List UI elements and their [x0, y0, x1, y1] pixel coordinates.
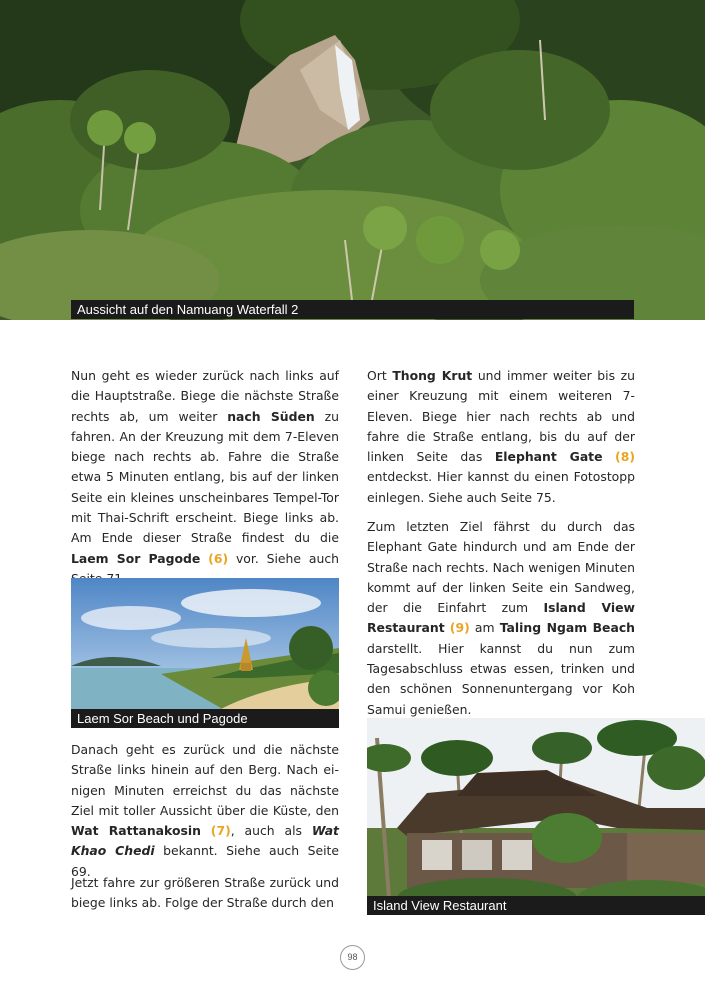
hero-photo-caption: Aussicht auf den Namuang Waterfall 2 — [71, 300, 634, 319]
text-run — [200, 551, 208, 566]
text-run: am — [469, 620, 500, 636]
text-run: und immer weiter bis zu einer Kreuzung mit einem weiteren 7-Eleven. Biege hier nach rechts ab und fahre die Straße entlang, bis du auf der linken Seite das — [367, 368, 635, 465]
waterfall-jungle-image — [0, 0, 705, 320]
bold-term: Thong Krut — [392, 368, 473, 383]
text-run: zu fahren. An der Kreuzung mit dem 7-Eleven biege nach rechts ab. Fahre die Straße etwa 5 Minuten entlang, bis auf der linken Seite ein kleines unscheinbares Tempel-Tor mit Thai-Schrift erscheint. Biege links ab. Am Ende dieser Straße findest du die — [71, 408, 339, 546]
bold-italic-term: Wat Khao Chedi — [71, 823, 339, 859]
paragraph-left-3 — [71, 873, 339, 914]
bold-term: Wat Rattanakosin — [71, 823, 201, 839]
text-run: vor. Siehe auch — [235, 550, 339, 566]
paragraph-right-2 — [367, 517, 635, 720]
text-run: Jetzt fahre zur größeren Straße zurück und biege links ab. Folge der Straße durch den — [71, 875, 339, 911]
hero-photo — [0, 0, 705, 320]
text-run: Nun geht es wieder zurück nach links auf die Hauptstraße. Biege die nächste Straße rechts ab, um weiter — [71, 368, 339, 424]
text-run: , auch als — [230, 823, 312, 839]
text-run: Ort — [367, 368, 393, 383]
text-run: bekannt. Siehe auch Seite 69. — [71, 843, 339, 879]
text-run: Zum letzten Ziel fährst du durch das Elephant Gate hindurch und am Ende der Straße nach rechts. Nach wenigen Minuten kommt auf der linken Seite ein Sandweg, der die Einfahrt zum — [367, 519, 635, 616]
beach-pagoda-image — [71, 578, 339, 728]
bold-term: Taling Ngam Beach — [499, 620, 635, 636]
text-run — [201, 823, 211, 838]
bold-term: Laem Sor Pagode — [71, 550, 201, 566]
restaurant-image — [367, 718, 705, 914]
map-reference-number: (7) — [210, 823, 231, 839]
text-run — [603, 449, 616, 464]
restaurant-photo-caption: Island View Restaurant — [367, 896, 705, 915]
beach-photo — [71, 578, 339, 728]
map-reference-number: (9) — [449, 620, 470, 636]
text-run: entdeckst. Hier kannst du einen Fotostopp einlegen. Siehe auch Seite 75. — [367, 469, 635, 505]
restaurant-photo — [367, 718, 705, 914]
page-number: 98 — [340, 945, 365, 970]
bold-term: nach Süden — [227, 408, 315, 424]
map-reference-number: (8) — [615, 449, 635, 465]
beach-photo-caption: Laem Sor Beach und Pagode — [71, 709, 339, 728]
map-reference-number: (6) — [208, 550, 229, 566]
bold-term: Island View Restaurant — [367, 600, 635, 636]
paragraph-left-2 — [71, 740, 339, 882]
text-run: darstellt. Hier kannst du nun zum Tagesabschluss etwas essen, trinken und den schönen Sonnenuntergang vor Koh Samui genießen. — [367, 640, 635, 717]
paragraph-left-1 — [71, 366, 339, 589]
text-run: Danach geht es zurück und die nächste Straße links hinein auf den Berg. Nach einigen Minuten erreichst du das nächste Ziel mit toller Aussicht über die Küste, den — [71, 742, 339, 818]
bold-term: Elephant Gate — [494, 449, 603, 465]
paragraph-right-1 — [367, 366, 635, 508]
